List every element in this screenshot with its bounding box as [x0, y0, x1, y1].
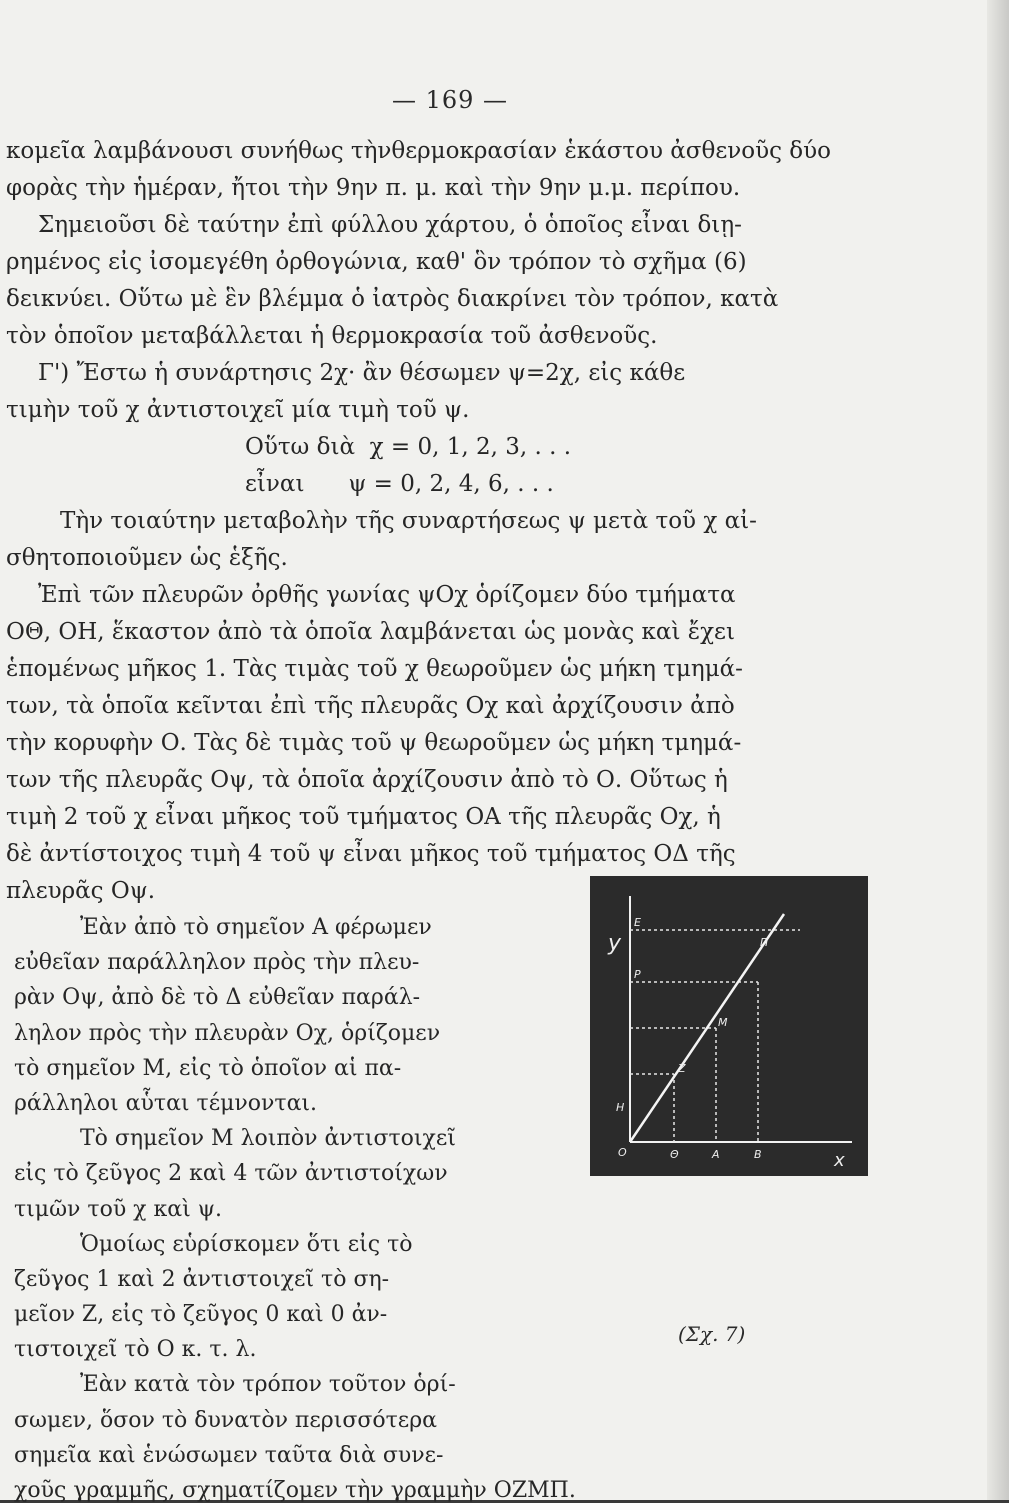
- text-line: πλευρᾶς Οψ.: [6, 878, 156, 904]
- text-line: Τὸ σημεῖον Μ λοιπὸν ἀντιστοιχεῖ: [80, 1126, 456, 1152]
- text-line: εὐθεῖαν παράλληλον πρὸς τὴν πλευ-: [14, 950, 420, 976]
- text-line: ρημένος εἰς ἰσομεγέθη ὀρθογώνια, καθ' ὃν τρόπον τὸ σχῆμα (6): [6, 249, 747, 275]
- figure-caption: (Σχ. 7): [678, 1322, 746, 1346]
- text-line: Ἐὰν κατὰ τὸν τρόπον τοῦτον ὁρί-: [80, 1372, 456, 1398]
- text-line: χοῦς γραμμῆς, σχηματίζομεν τὴν γραμμὴν ΟΖΜΠ.: [14, 1478, 576, 1503]
- a-label: A: [712, 1148, 720, 1161]
- m-label: M: [718, 1016, 728, 1029]
- text-line: των τῆς πλευρᾶς Οψ, τὰ ὁποῖα ἀρχίζουσιν ἀπὸ τὸ Ο. Οὕτως ἡ: [6, 767, 728, 793]
- text-line: Ἐπὶ τῶν πλευρῶν ὀρθῆς γωνίας ψΟχ ὁρίζομεν δύο τμήματα: [38, 582, 736, 608]
- text-line: τιμὴ 2 τοῦ χ εἶναι μῆκος τοῦ τμήματος ΟΑ τῆς πλευρᾶς Οχ, ἡ: [6, 804, 721, 830]
- origin-label: O: [618, 1146, 627, 1159]
- text-line: ζεῦγος 1 καὶ 2 ἀντιστοιχεῖ τὸ ση-: [14, 1266, 390, 1292]
- text-line: Σημειοῦσι δὲ ταύτην ἐπὶ φύλλου χάρτου, ὁ ὁποῖος εἶναι διῃ-: [38, 212, 742, 238]
- text-line: δὲ ἀντίστοιχος τιμὴ 4 τοῦ ψ εἶναι μῆκος τοῦ τμήματος ΟΔ τῆς: [6, 841, 736, 867]
- text-line: σθητοποιοῦμεν ὡς ἑξῆς.: [6, 545, 288, 571]
- h-label: H: [616, 1101, 625, 1114]
- x-axis-label: x: [834, 1150, 845, 1171]
- text-line: σωμεν, ὅσον τὸ δυνατὸν περισσότερα: [14, 1407, 437, 1433]
- z-label: Z: [678, 1062, 686, 1075]
- page-number: — 169 —: [391, 86, 509, 114]
- text-line: ἑπομένως μῆκος 1. Τὰς τιμὰς τοῦ χ θεωροῦμεν ὡς μήκη τμημά-: [6, 656, 743, 682]
- p-label: P: [634, 968, 641, 981]
- text-line: εἰς τὸ ζεῦγος 2 καὶ 4 τῶν ἀντιστοίχων: [14, 1161, 448, 1187]
- text-line: μεῖον Ζ, εἰς τὸ ζεῦγος 0 καὶ 0 ἀν-: [14, 1302, 388, 1328]
- text-line: φορὰς τὴν ἡμέραν, ἤτοι τὴν 9ην π. μ. καὶ τὴν 9ην μ.μ. περίπου.: [6, 175, 741, 201]
- text-line: τιστοιχεῖ τὸ Ο κ. τ. λ.: [14, 1337, 257, 1363]
- text-line: τὸ σημεῖον Μ, εἰς τὸ ὁποῖον αἱ πα-: [14, 1055, 402, 1081]
- figure-background: [590, 876, 868, 1176]
- text-line: τὸν ὁποῖον μεταβάλλεται ἡ θερμοκρασία τοῦ ἀσθενοῦς.: [6, 323, 658, 349]
- text-line: ρὰν Οψ, ἀπὸ δὲ τὸ Δ εὐθεῖαν παράλ-: [14, 985, 421, 1011]
- text-line: τιμὴν τοῦ χ ἀντιστοιχεῖ μία τιμὴ τοῦ ψ.: [6, 397, 470, 423]
- text-line: τιμῶν τοῦ χ καὶ ψ.: [14, 1196, 222, 1222]
- text-line: ΟΘ, ΟΗ, ἕκαστον ἀπὸ τὰ ὁποῖα λαμβάνεται ὡς μονὰς καὶ ἔχει: [6, 619, 735, 645]
- text-line: Τὴν τοιαύτην μεταβολὴν τῆς συναρτήσεως ψ μετὰ τοῦ χ αἰ-: [60, 508, 757, 534]
- text-line: Οὕτω διὰ χ = 0, 1, 2, 3, . . .: [245, 434, 572, 460]
- y-axis-label: y: [608, 931, 622, 956]
- text-line: εἶναι ψ = 0, 2, 4, 6, . . .: [245, 471, 554, 497]
- text-line: κομεῖα λαμβάνουσι συνήθως τὴνθερμοκρασίαν ἑκάστου ἀσθενοῦς δύο: [6, 138, 831, 164]
- pi-label: Π: [760, 936, 769, 949]
- figure-7: [590, 876, 868, 1176]
- e-label: E: [634, 916, 641, 929]
- text-line: ράλληλοι αὗται τέμνονται.: [14, 1090, 318, 1116]
- text-line: Γ') Ἔστω ἡ συνάρτησις 2χ· ἂν θέσωμεν ψ=2χ, εἰς κάθε: [38, 360, 686, 386]
- theta-label: Θ: [670, 1148, 679, 1161]
- text-line: τὴν κορυφὴν Ο. Τὰς δὲ τιμὰς τοῦ ψ θεωροῦμεν ὡς μήκη τμημά-: [6, 730, 742, 756]
- text-line: Ὁμοίως εὑρίσκομεν ὅτι εἰς τὸ: [80, 1231, 413, 1257]
- text-line: σημεῖα καὶ ἑνώσωμεν ταῦτα διὰ συνε-: [14, 1442, 444, 1468]
- b-label: B: [754, 1148, 762, 1161]
- text-line: Ἐὰν ἀπὸ τὸ σημεῖον Α φέρωμεν: [80, 915, 432, 940]
- text-line: ληλον πρὸς τὴν πλευρὰν Οχ, ὁρίζομεν: [14, 1020, 441, 1046]
- text-line: των, τὰ ὁποῖα κεῖνται ἐπὶ τῆς πλευρᾶς Οχ καὶ ἀρχίζουσιν ἀπὸ: [6, 693, 735, 719]
- text-line: δεικνύει. Οὕτω μὲ ἓν βλέμμα ὁ ἰατρὸς διακρίνει τὸν τρόπον, κατὰ: [6, 286, 779, 312]
- graph-diagram: [590, 876, 868, 1176]
- page-edge: [987, 0, 1009, 1500]
